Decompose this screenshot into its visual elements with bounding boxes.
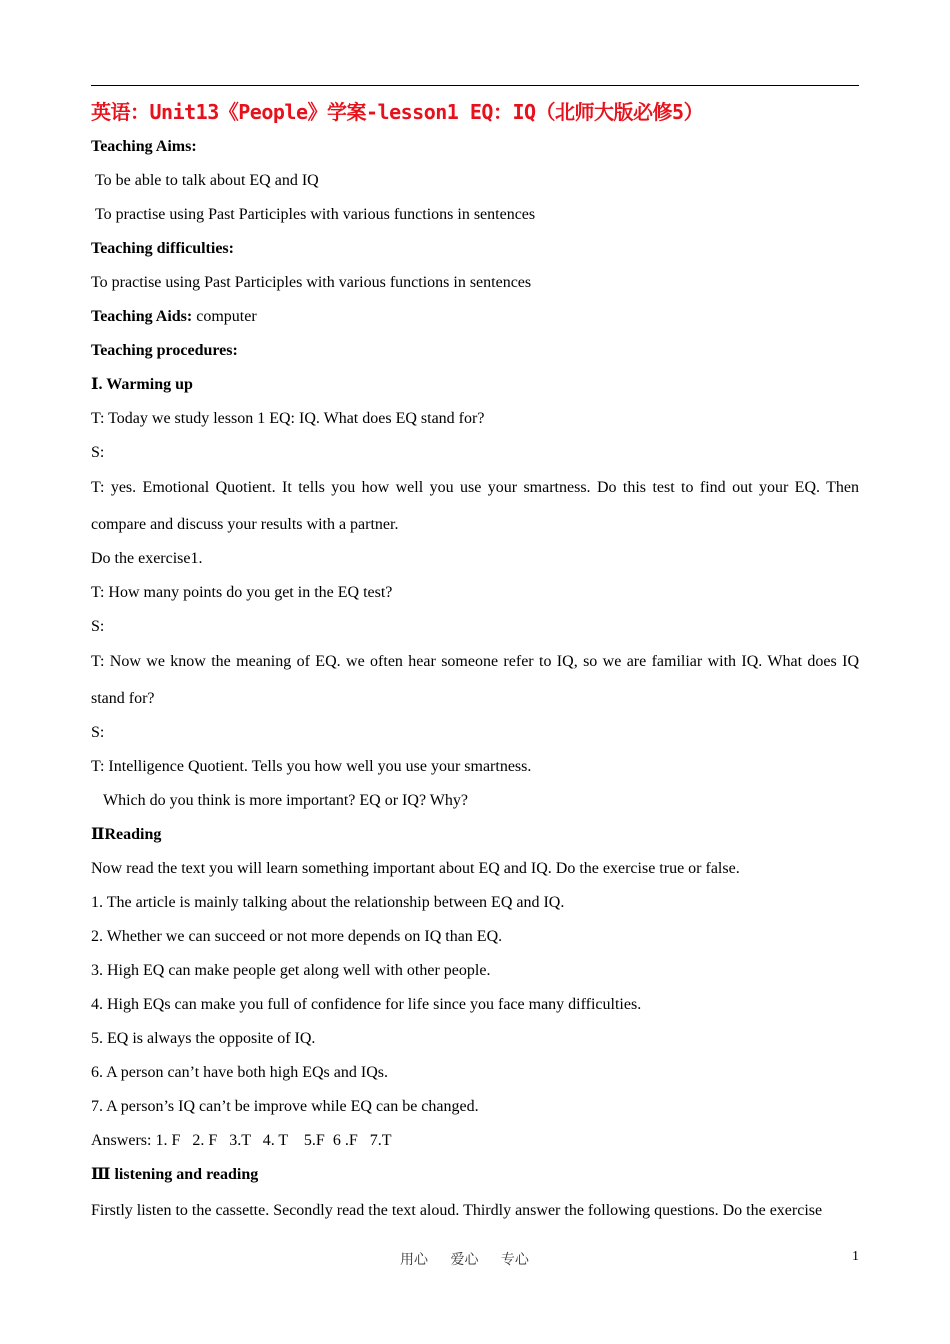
- statement-item: 4. High EQs can make you full of confidence for life since you face many difficulties.: [91, 996, 642, 1013]
- section-heading: Ⅰ. Warming up: [91, 376, 193, 393]
- answers-line: Answers: 1. F 2. F 3.T 4. T 5.F 6 .F 7.T: [91, 1132, 392, 1149]
- dialogue-line: Which do you think is more important? EQ or IQ? Why?: [103, 792, 468, 809]
- instruction-line: Do the exercise1.: [91, 550, 203, 567]
- footer-word: 爱心: [450, 1252, 479, 1268]
- aim-item: To practise using Past Participles with various functions in sentences: [95, 206, 536, 223]
- dialogue-line: S:: [91, 618, 105, 635]
- section-heading: ⅡReading: [91, 826, 162, 843]
- aids-text: computer: [192, 308, 257, 325]
- listening-intro: Firstly listen to the cassette. Secondly read the text aloud. Thirdly answer the following questions. Do the exercise: [91, 1202, 823, 1219]
- section-heading: Ⅲ listening and reading: [91, 1166, 259, 1183]
- statement-item: 3. High EQ can make people get along well with other people.: [91, 962, 491, 979]
- statement-item: 5. EQ is always the opposite of IQ.: [91, 1030, 316, 1047]
- statement-item: 1. The article is mainly talking about the relationship between EQ and IQ.: [91, 894, 565, 911]
- difficulties-heading: Teaching difficulties:: [91, 240, 234, 257]
- aim-item: To be able to talk about EQ and IQ: [95, 172, 319, 189]
- footer-word: 用心: [400, 1252, 428, 1268]
- page-footer: [400, 1249, 547, 1269]
- statement-item: 7. A person’s IQ can’t be improve while EQ can be changed.: [91, 1098, 479, 1115]
- dialogue-paragraph: T: yes. Emotional Quotient. It tells you how well you use your smartness. Do this test to find out your EQ. Then compare and discuss your results with a partner.: [91, 479, 859, 533]
- difficulties-text: To practise using Past Participles with various functions in sentences: [91, 274, 532, 291]
- header-rule: [91, 85, 859, 86]
- page-number: 1: [852, 1249, 859, 1264]
- dialogue-line: T: Today we study lesson 1 EQ: IQ. What does EQ stand for?: [91, 410, 485, 427]
- statement-item: 2. Whether we can succeed or not more depends on IQ than EQ.: [91, 928, 503, 945]
- statement-item: 6. A person can’t have both high EQs and IQs.: [91, 1064, 388, 1081]
- dialogue-line: S:: [91, 724, 105, 741]
- procedures-heading: Teaching procedures:: [91, 342, 238, 359]
- dialogue-paragraph: T: Now we know the meaning of EQ. we often hear someone refer to IQ, so we are familiar with IQ. What does IQ stand for?: [91, 653, 859, 707]
- reading-intro: Now read the text you will learn something important about EQ and IQ. Do the exercise true or false.: [91, 860, 740, 877]
- dialogue-line: T: Intelligence Quotient. Tells you how well you use your smartness.: [91, 758, 532, 775]
- aids-line: [91, 307, 859, 327]
- document-title: 英语：Unit13《People》学案-lesson1 EQ：IQ（北师大版必修5）: [91, 100, 704, 124]
- aids-heading: Teaching Aids:: [91, 308, 193, 325]
- dialogue-line: T: How many points do you get in the EQ test?: [91, 584, 393, 601]
- dialogue-line: S:: [91, 444, 105, 461]
- footer-word: 专心: [500, 1252, 529, 1268]
- aims-heading: Teaching Aims:: [91, 138, 197, 155]
